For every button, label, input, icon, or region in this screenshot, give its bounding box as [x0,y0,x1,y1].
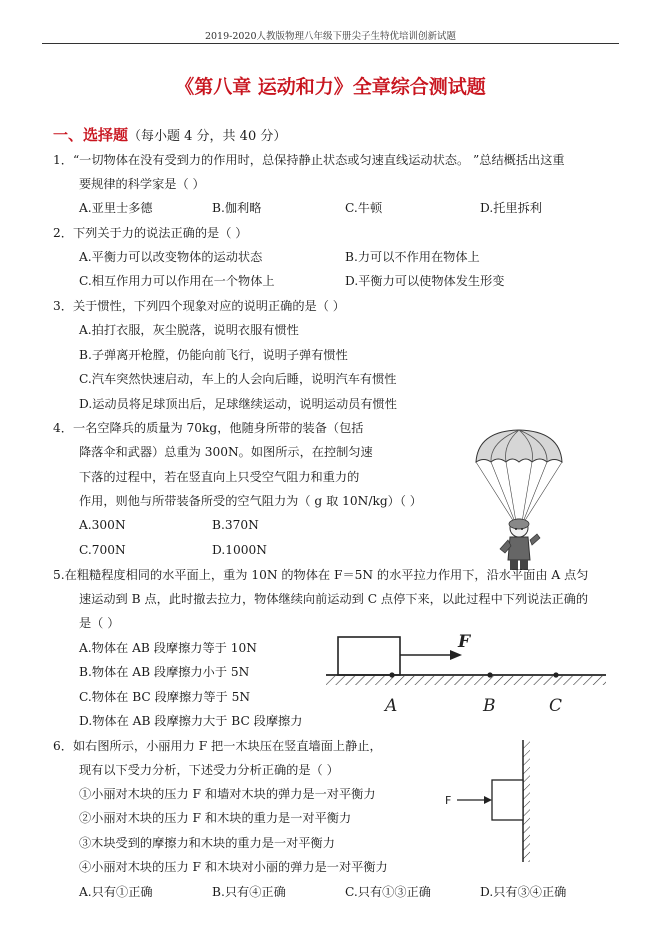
q4-stem-line2: 降落伞和武器）总重为 300N。如图所示，在控制匀速 [79,445,373,459]
q1-option-a: A.亚里士多德 [79,201,153,215]
q5-stem-line2: 速运动到 B 点，此时撤去拉力，物体继续向前运动到 C 点停下来，以此过程中下列说法正确的 [79,592,589,606]
q6-statement-2: ②小丽对木块的压力 F 和木块的重力是一对平衡力 [79,811,352,825]
section-note: （每小题 4 分，共 40 分） [128,129,287,144]
q2-option-c: C.相互作用力可以作用在一个物体上 [79,274,275,288]
q6-stem-line2: 现有以下受力分析，下述受力分析正确的是（ ） [79,763,339,777]
q4-option-c: C.700N [79,543,126,557]
q6-option-a: A.只有①正确 [79,885,153,899]
q3-option-d: D.运动员将足球顶出后，足球继续运动，说明运动员有惯性 [79,397,397,411]
q6-statement-3: ③木块受到的摩擦力和木块的重力是一对平衡力 [79,836,335,850]
q3-stem: 3．关于惯性，下列四个现象对应的说明正确的是（ ） [53,299,345,313]
q4-stem-line1: 4．一名空降兵的质量为 70kg，他随身所带的装备（包括 [53,421,364,435]
force-label: F [458,632,471,652]
page-header: 2019-2020人教版物理八年级下册尖子生特优培训创新试题 [42,0,619,44]
q1-stem-line1: 1．“一切物体在没有受到力的作用时，总保持静止状态或匀速直线运动状态。 ”总结概括出这重 [53,153,565,167]
q4-option-b: B.370N [212,518,259,532]
friction-figure [326,625,610,717]
point-b-label: B [483,696,496,716]
q6-stem-line1: 6．如右图所示，小丽用力 F 把一木块压在竖直墙面上静止， [53,739,382,753]
page-title: 《第八章 运动和力》全章综合测试题 [175,76,486,98]
q1-stem-line2: 要规律的科学家是（ ） [79,177,205,191]
q2-option-b: B.力可以不作用在物体上 [345,250,480,264]
q2-option-a: A.平衡力可以改变物体的运动状态 [79,250,263,264]
q3-option-a: A.拍打衣服，灰尘脱落，说明衣服有惯性 [79,323,299,337]
q6-option-b: B.只有④正确 [212,885,286,899]
wall-force-label: F [445,794,452,807]
q4-option-d: D.1000N [212,543,267,557]
q5-option-c: C.物体在 BC 段摩擦力等于 5N [79,690,250,704]
q5-option-a: A.物体在 AB 段摩擦力等于 10N [79,641,257,655]
q1-option-b: B.伽利略 [212,201,262,215]
section-heading [53,124,286,145]
q4-stem-line4: 作用，则他与所带装备所受的空气阻力为（ g 取 10N/kg）（ ） [79,494,422,508]
q6-statement-1: ①小丽对木块的压力 F 和墙对木块的弹力是一对平衡力 [79,787,376,801]
q4-option-a: A.300N [79,518,126,532]
q5-option-d: D.物体在 AB 段摩擦力大于 BC 段摩擦力 [79,714,303,728]
section-heading-text: 一、选择题 [53,126,129,144]
q2-stem: 2．下列关于力的说法正确的是（ ） [53,226,248,240]
q3-option-b: B.子弹离开枪膛，仍能向前飞行，说明子弹有惯性 [79,348,348,362]
point-a-label: A [385,696,398,716]
q4-stem-line3: 下落的过程中，若在竖直向上只受空气阻力和重力的 [79,470,360,484]
q6-option-d: D.只有③④正确 [480,885,567,899]
q1-option-d: D.托里拆利 [480,201,542,215]
q5-stem-line3: 是（ ） [79,616,120,630]
q5-option-b: B.物体在 AB 段摩擦力小于 5N [79,665,250,679]
q1-option-c: C.牛顿 [345,201,383,215]
q6-statement-4: ④小丽对木块的压力 F 和木块对小丽的弹力是一对平衡力 [79,860,388,874]
q6-option-c: C.只有①③正确 [345,885,431,899]
parachute-figure [470,428,568,578]
q5-stem-line1: 5.在粗糙程度相同的水平面上，重为 10N 的物体在 F＝5N 的水平拉力作用下，沿水平面由 A 点匀 [53,568,589,582]
q2-option-d: D.平衡力可以使物体发生形变 [345,274,505,288]
q3-option-c: C.汽车突然快速启动，车上的人会向后睡，说明汽车有惯性 [79,372,397,386]
wall-figure [440,738,540,866]
point-c-label: C [549,696,563,716]
